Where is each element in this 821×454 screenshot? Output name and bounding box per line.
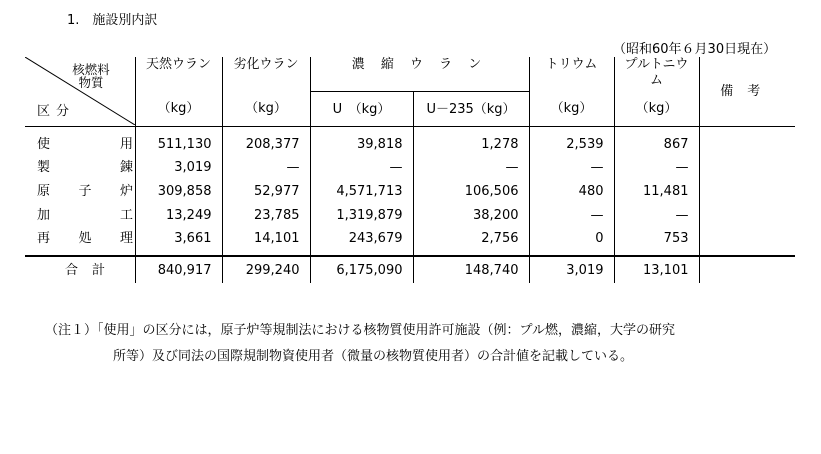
cell-thorium: — <box>529 203 614 227</box>
cell-plutonium: 11,481 <box>614 179 699 203</box>
row-label <box>25 203 135 227</box>
cell-plutonium: — <box>614 155 699 179</box>
table-row <box>25 179 795 203</box>
cell-natural-uranium: 3,019 <box>135 155 222 179</box>
material-header-line1: 核燃料 <box>72 62 110 77</box>
category-header: 区分 <box>37 104 76 119</box>
cell-thorium: 2,539 <box>529 127 614 156</box>
unit-plutonium: （kg） <box>614 92 699 127</box>
table-row <box>25 155 795 179</box>
unit-depleted-uranium: （kg） <box>222 92 310 127</box>
cell-natural-uranium: 309,858 <box>135 179 222 203</box>
total-natural-uranium: 840,917 <box>135 256 222 283</box>
total-row <box>25 256 795 283</box>
col-plutonium: プルトニウム <box>614 57 699 92</box>
cell-enriched-u: 39,818 <box>310 127 413 156</box>
material-header <box>61 63 121 89</box>
cell-plutonium: 753 <box>614 227 699 256</box>
row-label-text: 使 用 <box>37 136 133 152</box>
row-label-text: 再 処 理 <box>37 230 133 246</box>
footnote <box>45 318 675 370</box>
cell-enriched-u: 4,571,713 <box>310 179 413 203</box>
row-label <box>25 155 135 179</box>
col-enriched-uranium: 濃 縮 ウ ラ ン <box>310 57 529 92</box>
header-diagonal-cell <box>25 57 135 127</box>
total-depleted-uranium: 299,240 <box>222 256 310 283</box>
material-header-line2: 物質 <box>78 75 104 90</box>
cell-depleted-uranium: 52,977 <box>222 179 310 203</box>
unit-natural-uranium: （kg） <box>135 92 222 127</box>
total-enriched-u: 6,175,090 <box>310 256 413 283</box>
cell-enriched-u: — <box>310 155 413 179</box>
table-row <box>25 203 795 227</box>
cell-natural-uranium: 511,130 <box>135 127 222 156</box>
cell-thorium: 480 <box>529 179 614 203</box>
col-remarks: 備考 <box>699 57 795 127</box>
total-thorium: 3,019 <box>529 256 614 283</box>
row-label <box>25 256 135 283</box>
cell-thorium: — <box>529 155 614 179</box>
cell-enriched-u: 1,319,879 <box>310 203 413 227</box>
cell-natural-uranium: 3,661 <box>135 227 222 256</box>
cell-depleted-uranium: 14,101 <box>222 227 310 256</box>
section-title: 1. 施設別内訳 <box>67 13 158 28</box>
total-remarks <box>699 256 795 283</box>
col-depleted-uranium: 劣化ウラン <box>222 57 310 92</box>
unit-thorium: （kg） <box>529 92 614 127</box>
cell-depleted-uranium: — <box>222 155 310 179</box>
row-label-text: 加 工 <box>37 207 133 223</box>
row-label <box>25 127 135 156</box>
cell-thorium: 0 <box>529 227 614 256</box>
footnote-line1: （注１）「使用」の区分には，原子炉等規制法における核物質使用許可施設（例：プル燃，濃縮，大学の研究 <box>45 323 675 338</box>
row-label-text: 製 錬 <box>37 159 133 175</box>
col-thorium: トリウム <box>529 57 614 92</box>
table-row <box>25 227 795 256</box>
unit-enriched-u: U （kg） <box>310 92 413 127</box>
cell-plutonium: 867 <box>614 127 699 156</box>
cell-enriched-u235: 106,506 <box>413 179 529 203</box>
cell-natural-uranium: 13,249 <box>135 203 222 227</box>
total-label: 合 計 <box>65 262 105 278</box>
as-of-date: （昭和60年６月30日現在） <box>613 42 777 57</box>
total-enriched-u235: 148,740 <box>413 256 529 283</box>
remarks-cell <box>699 127 795 257</box>
table-row <box>25 127 795 156</box>
total-plutonium: 13,101 <box>614 256 699 283</box>
cell-enriched-u: 243,679 <box>310 227 413 256</box>
cell-plutonium: — <box>614 203 699 227</box>
row-label <box>25 179 135 203</box>
col-natural-uranium: 天然ウラン <box>135 57 222 92</box>
facility-breakdown-table <box>25 57 795 283</box>
row-label <box>25 227 135 256</box>
cell-enriched-u235: — <box>413 155 529 179</box>
unit-enriched-u235: U－235（kg） <box>413 92 529 127</box>
row-label-text: 原 子 炉 <box>37 183 133 199</box>
cell-depleted-uranium: 23,785 <box>222 203 310 227</box>
cell-enriched-u235: 38,200 <box>413 203 529 227</box>
footnote-line2: 所等）及び同法の国際規制物資使用者（微量の核物質使用者）の合計値を記載している。 <box>113 349 634 364</box>
cell-enriched-u235: 2,756 <box>413 227 529 256</box>
cell-enriched-u235: 1,278 <box>413 127 529 156</box>
cell-depleted-uranium: 208,377 <box>222 127 310 156</box>
